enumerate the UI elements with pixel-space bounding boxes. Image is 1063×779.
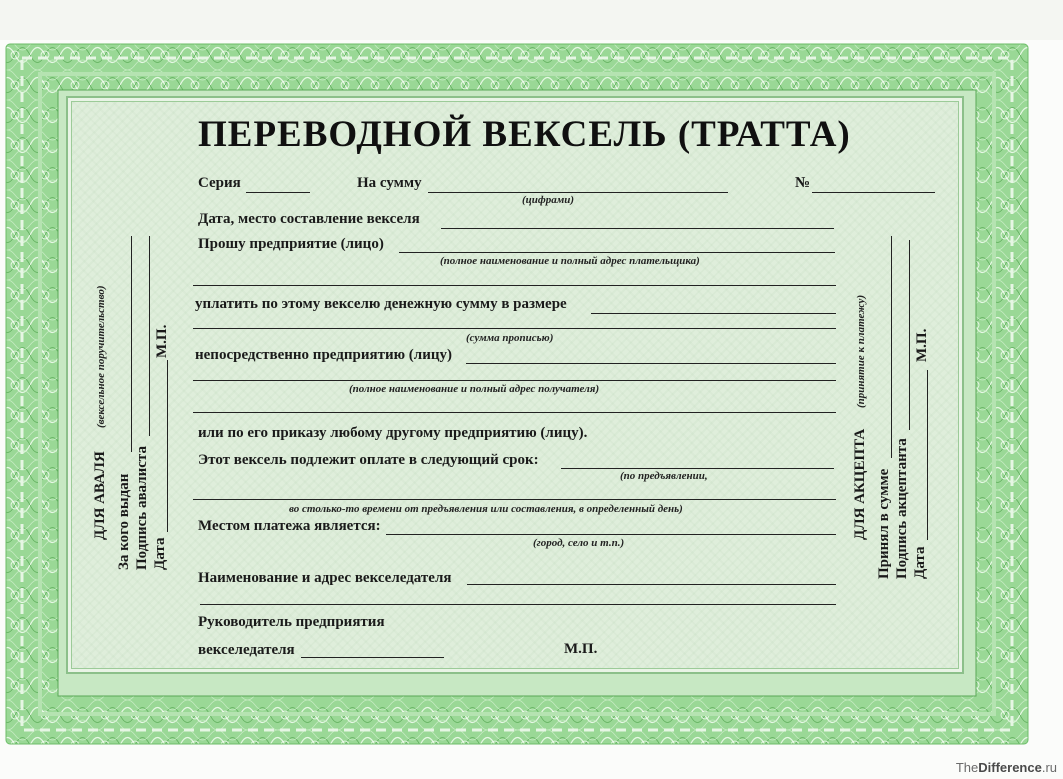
- accept-hint: (принятие к платежу): [855, 294, 867, 408]
- date-place-line[interactable]: [441, 228, 834, 229]
- pay-sum-line-2[interactable]: [193, 328, 836, 329]
- aval-hint: (вексельное поручительство): [95, 285, 107, 428]
- drawer-label: Наименование и адрес векселедателя: [198, 570, 452, 586]
- order-label: или по его приказу любому другому предприятию (лицу).: [198, 425, 588, 441]
- series-label: Серия: [198, 175, 241, 191]
- number-line[interactable]: [812, 192, 935, 193]
- term-label: Этот вексель подлежит оплате в следующий срок:: [198, 452, 539, 468]
- recipient-line-3[interactable]: [193, 412, 836, 413]
- term-line[interactable]: [561, 468, 834, 469]
- date-place-label: Дата, место составление векселя: [198, 211, 420, 227]
- accept-signature-line[interactable]: [909, 240, 910, 430]
- request-line[interactable]: [399, 252, 835, 253]
- head-label-1: Руководитель предприятия: [198, 614, 385, 630]
- request-line-2[interactable]: [193, 285, 836, 286]
- accept-stamp-mp: М.П.: [914, 328, 930, 362]
- pay-sum-hint: (сумма прописью): [466, 332, 554, 344]
- place-hint: (город, село и т.п.): [533, 537, 625, 549]
- amount-hint: (цифрами): [522, 194, 575, 206]
- head-label-2: векселедателя: [198, 642, 295, 658]
- head-signature-line[interactable]: [301, 657, 444, 658]
- request-hint: (полное наименование и полный адрес плательщика): [440, 255, 700, 267]
- accept-date-line[interactable]: [927, 370, 928, 540]
- aval-signature-line[interactable]: [149, 236, 150, 436]
- aval-for-whom-line[interactable]: [131, 236, 132, 452]
- head-stamp-mp: М.П.: [564, 641, 598, 657]
- recipient-line[interactable]: [466, 363, 836, 364]
- term-hint-1: (по предъявлении,: [620, 470, 708, 482]
- accept-title: ДЛЯ АКЦЕПТА: [852, 428, 868, 540]
- term-hint-2: во столько-то времени от предъявления или составления, в определенный день): [289, 503, 683, 515]
- recipient-hint: (полное наименование и полный адрес получателя): [349, 383, 600, 395]
- aval-date-line[interactable]: [167, 360, 168, 532]
- drawer-line[interactable]: [467, 584, 836, 585]
- accept-signature-label: Подпись акцептанта: [894, 438, 910, 579]
- aval-stamp-mp: М.П.: [154, 324, 170, 358]
- accept-date-label: Дата: [912, 546, 928, 579]
- aval-title: ДЛЯ АВАЛЯ: [92, 451, 108, 540]
- aval-signature-label: Подпись авалиста: [134, 446, 150, 570]
- place-line[interactable]: [386, 534, 836, 535]
- drawer-line-2[interactable]: [200, 604, 836, 605]
- pay-sum-label: уплатить по этому векселю денежную сумму в размере: [195, 296, 567, 312]
- place-label: Местом платежа является:: [198, 518, 381, 534]
- site-watermark: TheDifference.ru: [955, 760, 1057, 775]
- pay-sum-line[interactable]: [591, 313, 836, 314]
- recipient-line-2[interactable]: [193, 380, 836, 381]
- number-label: №: [795, 175, 811, 191]
- accept-sum-label: Принял в сумме: [876, 468, 892, 579]
- amount-label: На сумму: [357, 175, 422, 191]
- document-title: ПЕРЕВОДНОЙ ВЕКСЕЛЬ (ТРАТТА): [198, 114, 851, 155]
- recipient-label: непосредственно предприятию (лицу): [195, 347, 452, 363]
- request-label: Прошу предприятие (лицо): [198, 236, 384, 252]
- aval-date-label: Дата: [152, 537, 168, 570]
- amount-line[interactable]: [428, 192, 728, 193]
- series-line[interactable]: [246, 192, 310, 193]
- accept-sum-line[interactable]: [891, 236, 892, 458]
- term-line-2[interactable]: [193, 499, 836, 500]
- aval-for-whom-label: За кого выдан: [116, 473, 132, 570]
- bill-of-exchange-form: [0, 40, 1063, 779]
